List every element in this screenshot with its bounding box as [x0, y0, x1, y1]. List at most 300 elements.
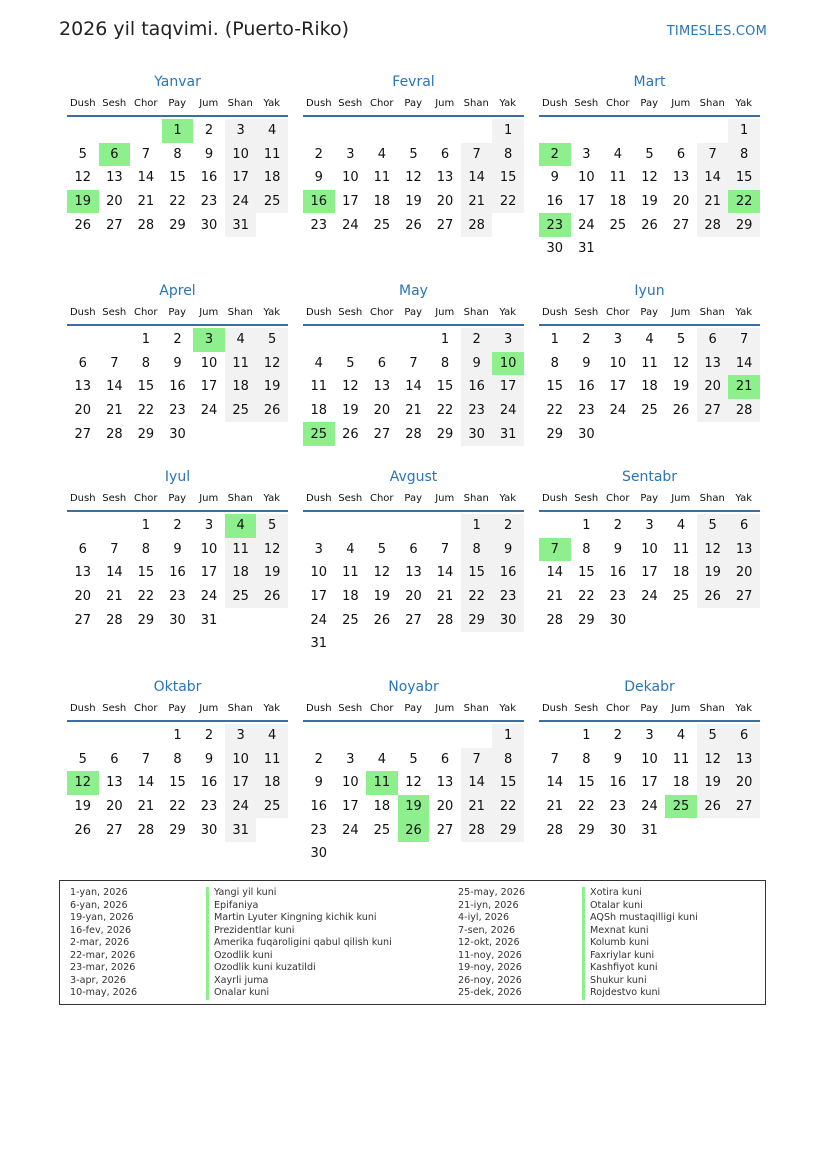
day-cell[interactable]: 17: [578, 194, 595, 210]
day-cell[interactable]: 26: [697, 585, 729, 609]
day-cell[interactable]: 22: [546, 403, 564, 419]
day-cell[interactable]: 27: [728, 795, 760, 819]
day-cell[interactable]: 31: [641, 822, 658, 838]
day-cell[interactable]: 17: [342, 194, 359, 210]
day-cell[interactable]: 12: [373, 565, 391, 581]
day-cell[interactable]: 15: [546, 379, 564, 395]
day-cell[interactable]: 10: [342, 775, 359, 791]
day-cell[interactable]: 14: [461, 166, 493, 190]
day-cell[interactable]: 1: [440, 332, 450, 348]
day-cell[interactable]: 19: [672, 379, 690, 395]
day-cell[interactable]: 27: [728, 585, 760, 609]
day-cell[interactable]: 20: [106, 194, 123, 210]
day-cell[interactable]: 15: [436, 379, 454, 395]
day-cell[interactable]: 11: [672, 541, 690, 557]
day-cell[interactable]: 26: [74, 217, 92, 233]
day-cell[interactable]: 7: [461, 143, 493, 167]
day-cell[interactable]: 28: [546, 612, 564, 628]
day-cell[interactable]: 28: [106, 426, 123, 442]
day-cell[interactable]: 30: [200, 822, 218, 838]
day-cell[interactable]: 19: [256, 375, 288, 399]
day-cell[interactable]: 6: [728, 724, 760, 748]
day-cell[interactable]: 10: [200, 541, 218, 557]
day-cell[interactable]: 25: [373, 822, 391, 838]
day-cell[interactable]: 1: [582, 518, 591, 534]
day-cell[interactable]: 1: [461, 514, 493, 538]
day-cell[interactable]: 2: [173, 518, 182, 534]
day-cell[interactable]: 30: [310, 846, 328, 862]
day-cell[interactable]: 14: [546, 565, 564, 581]
day-cell[interactable]: 28: [137, 217, 155, 233]
day-cell[interactable]: 18: [672, 565, 690, 581]
day-cell[interactable]: 1: [582, 728, 591, 744]
day-cell[interactable]: 12: [74, 170, 92, 186]
day-cell[interactable]: 24: [609, 403, 627, 419]
day-cell[interactable]: 30: [609, 612, 627, 628]
day-cell[interactable]: 2: [582, 332, 591, 348]
day-cell[interactable]: 1: [141, 332, 151, 348]
day-cell[interactable]: 5: [256, 328, 288, 352]
day-cell[interactable]: 30: [546, 241, 564, 257]
day-cell[interactable]: 15: [169, 170, 186, 186]
day-cell[interactable]: 4: [377, 751, 387, 767]
day-cell[interactable]: 16: [200, 775, 218, 791]
day-cell[interactable]: 23: [200, 194, 218, 210]
day-cell[interactable]: 17: [609, 379, 627, 395]
day-cell[interactable]: 30: [200, 217, 218, 233]
day-cell[interactable]: 14: [405, 379, 422, 395]
day-cell[interactable]: 29: [461, 608, 493, 632]
day-cell[interactable]: 5: [676, 332, 686, 348]
day-cell[interactable]: 2: [613, 518, 623, 534]
day-cell[interactable]: 2: [461, 328, 493, 352]
day-cell[interactable]: 9: [204, 146, 214, 162]
day-cell[interactable]: 19: [697, 771, 729, 795]
day-cell[interactable]: 26: [74, 822, 92, 838]
day-cell[interactable]: 26: [342, 426, 359, 442]
day-cell[interactable]: 7: [550, 751, 559, 767]
day-cell[interactable]: 3: [225, 724, 257, 748]
day-cell[interactable]: 3: [613, 332, 623, 348]
day-cell[interactable]: 2: [204, 728, 214, 744]
day-cell[interactable]: 21: [728, 375, 760, 399]
day-cell[interactable]: 30: [609, 822, 627, 838]
day-cell[interactable]: 6: [78, 541, 87, 557]
day-cell[interactable]: 24: [641, 799, 658, 815]
day-cell[interactable]: 16: [609, 565, 627, 581]
day-cell[interactable]: 21: [405, 403, 422, 419]
day-cell[interactable]: 16: [310, 799, 328, 815]
day-cell[interactable]: 19: [74, 799, 92, 815]
day-cell[interactable]: 22: [578, 799, 595, 815]
day-cell[interactable]: 9: [173, 355, 182, 371]
day-cell[interactable]: 20: [436, 194, 454, 210]
day-cell[interactable]: 8: [461, 538, 493, 562]
day-cell[interactable]: 24: [492, 399, 524, 423]
day-cell[interactable]: 9: [204, 751, 214, 767]
day-cell[interactable]: 18: [310, 403, 328, 419]
day-cell[interactable]: 29: [169, 217, 186, 233]
day-cell[interactable]: 16: [546, 194, 564, 210]
day-cell[interactable]: 15: [137, 565, 155, 581]
day-cell[interactable]: 20: [697, 375, 729, 399]
day-cell[interactable]: 13: [106, 775, 123, 791]
day-cell[interactable]: 9: [613, 751, 623, 767]
day-cell[interactable]: 6: [377, 355, 387, 371]
day-cell[interactable]: 1: [141, 518, 151, 534]
day-cell[interactable]: 9: [173, 541, 182, 557]
day-cell[interactable]: 22: [169, 799, 186, 815]
day-cell[interactable]: 18: [672, 775, 690, 791]
day-cell[interactable]: 14: [106, 565, 123, 581]
day-cell[interactable]: 5: [78, 146, 87, 162]
day-cell[interactable]: 18: [256, 166, 288, 190]
day-cell[interactable]: 15: [137, 379, 155, 395]
day-cell[interactable]: 7: [728, 328, 760, 352]
day-cell[interactable]: 6: [110, 751, 119, 767]
day-cell[interactable]: 22: [169, 194, 186, 210]
day-cell[interactable]: 25: [609, 217, 627, 233]
day-cell[interactable]: 25: [641, 403, 658, 419]
day-cell[interactable]: 4: [256, 724, 288, 748]
day-cell[interactable]: 4: [676, 728, 686, 744]
day-cell[interactable]: 25: [225, 585, 257, 609]
day-cell[interactable]: 4: [676, 518, 686, 534]
day-cell[interactable]: 3: [204, 518, 214, 534]
day-cell[interactable]: 1: [492, 724, 524, 748]
day-cell[interactable]: 28: [461, 818, 493, 842]
day-cell[interactable]: 5: [78, 751, 87, 767]
day-cell[interactable]: 5: [377, 541, 387, 557]
day-cell[interactable]: 19: [373, 589, 391, 605]
day-cell[interactable]: 2: [173, 332, 182, 348]
day-cell[interactable]: 30: [492, 608, 524, 632]
day-cell[interactable]: 2: [314, 751, 323, 767]
day-cell[interactable]: 20: [74, 589, 92, 605]
day-cell[interactable]: 6: [728, 514, 760, 538]
day-cell[interactable]: 17: [225, 166, 257, 190]
day-cell[interactable]: 1: [492, 119, 524, 143]
day-cell[interactable]: 1: [728, 119, 760, 143]
day-cell[interactable]: 29: [137, 426, 155, 442]
day-cell[interactable]: 20: [373, 403, 391, 419]
day-cell[interactable]: 28: [106, 612, 123, 628]
day-cell[interactable]: 12: [67, 771, 99, 795]
day-cell[interactable]: 7: [110, 541, 119, 557]
day-cell[interactable]: 17: [225, 771, 257, 795]
day-cell[interactable]: 19: [405, 194, 422, 210]
day-cell[interactable]: 4: [256, 119, 288, 143]
day-cell[interactable]: 10: [578, 170, 595, 186]
day-cell[interactable]: 3: [582, 146, 591, 162]
day-cell[interactable]: 21: [546, 799, 564, 815]
day-cell[interactable]: 29: [546, 426, 564, 442]
day-cell[interactable]: 14: [461, 771, 493, 795]
day-cell[interactable]: 22: [492, 795, 524, 819]
day-cell[interactable]: 7: [409, 355, 418, 371]
day-cell[interactable]: 17: [342, 799, 359, 815]
day-cell[interactable]: 13: [106, 170, 123, 186]
day-cell[interactable]: 11: [641, 355, 658, 371]
day-cell[interactable]: 7: [141, 146, 151, 162]
day-cell[interactable]: 6: [440, 751, 450, 767]
day-cell[interactable]: 2: [613, 728, 623, 744]
day-cell[interactable]: 12: [256, 538, 288, 562]
day-cell[interactable]: 14: [137, 775, 155, 791]
day-cell[interactable]: 13: [373, 379, 391, 395]
day-cell[interactable]: 21: [461, 190, 493, 214]
day-cell[interactable]: 29: [578, 822, 595, 838]
day-cell[interactable]: 22: [461, 585, 493, 609]
day-cell[interactable]: 26: [641, 217, 658, 233]
day-cell[interactable]: 21: [106, 589, 123, 605]
site-logo-link[interactable]: TIMESLES.COM: [666, 24, 767, 39]
day-cell[interactable]: 26: [672, 403, 690, 419]
day-cell[interactable]: 14: [546, 775, 564, 791]
day-cell[interactable]: 19: [342, 403, 359, 419]
day-cell[interactable]: 8: [492, 748, 524, 772]
day-cell[interactable]: 9: [613, 541, 623, 557]
day-cell[interactable]: 19: [641, 194, 658, 210]
day-cell[interactable]: 25: [373, 217, 391, 233]
day-cell[interactable]: 6: [99, 143, 131, 167]
day-cell[interactable]: 24: [200, 403, 218, 419]
day-cell[interactable]: 12: [672, 355, 690, 371]
day-cell[interactable]: 11: [366, 771, 398, 795]
day-cell[interactable]: 10: [641, 751, 658, 767]
day-cell[interactable]: 11: [225, 352, 257, 376]
day-cell[interactable]: 23: [200, 799, 218, 815]
day-cell[interactable]: 29: [578, 612, 595, 628]
day-cell[interactable]: 17: [310, 589, 328, 605]
day-cell[interactable]: 5: [346, 355, 355, 371]
day-cell[interactable]: 7: [440, 541, 450, 557]
day-cell[interactable]: 4: [225, 328, 257, 352]
day-cell[interactable]: 24: [641, 589, 658, 605]
day-cell[interactable]: 15: [578, 775, 595, 791]
day-cell[interactable]: 11: [225, 538, 257, 562]
day-cell[interactable]: 13: [436, 775, 454, 791]
day-cell[interactable]: 16: [200, 170, 218, 186]
day-cell[interactable]: 27: [672, 217, 690, 233]
day-cell[interactable]: 28: [436, 612, 454, 628]
day-cell[interactable]: 23: [169, 403, 186, 419]
day-cell[interactable]: 2: [204, 123, 214, 139]
day-cell[interactable]: 8: [550, 355, 559, 371]
day-cell[interactable]: 10: [492, 352, 524, 376]
day-cell[interactable]: 24: [310, 612, 328, 628]
day-cell[interactable]: 8: [141, 355, 151, 371]
day-cell[interactable]: 13: [405, 565, 422, 581]
day-cell[interactable]: 4: [645, 332, 654, 348]
day-cell[interactable]: 21: [137, 799, 155, 815]
day-cell[interactable]: 13: [697, 352, 729, 376]
day-cell[interactable]: 12: [697, 748, 729, 772]
day-cell[interactable]: 9: [550, 170, 559, 186]
day-cell[interactable]: 10: [200, 355, 218, 371]
day-cell[interactable]: 23: [578, 403, 595, 419]
day-cell[interactable]: 28: [405, 426, 422, 442]
day-cell[interactable]: 5: [697, 724, 729, 748]
day-cell[interactable]: 6: [440, 146, 450, 162]
day-cell[interactable]: 19: [256, 561, 288, 585]
day-cell[interactable]: 8: [582, 541, 591, 557]
day-cell[interactable]: 25: [665, 795, 697, 819]
day-cell[interactable]: 23: [461, 399, 493, 423]
day-cell[interactable]: 20: [106, 799, 123, 815]
day-cell[interactable]: 27: [373, 426, 391, 442]
day-cell[interactable]: 9: [582, 355, 591, 371]
day-cell[interactable]: 13: [74, 379, 92, 395]
day-cell[interactable]: 10: [641, 541, 658, 557]
day-cell[interactable]: 8: [141, 541, 151, 557]
day-cell[interactable]: 5: [256, 514, 288, 538]
day-cell[interactable]: 21: [436, 589, 454, 605]
day-cell[interactable]: 4: [613, 146, 623, 162]
day-cell[interactable]: 27: [405, 612, 422, 628]
day-cell[interactable]: 17: [200, 565, 218, 581]
day-cell[interactable]: 25: [225, 399, 257, 423]
day-cell[interactable]: 24: [342, 822, 359, 838]
day-cell[interactable]: 13: [672, 170, 690, 186]
day-cell[interactable]: 1: [550, 332, 559, 348]
day-cell[interactable]: 17: [200, 379, 218, 395]
day-cell[interactable]: 10: [225, 748, 257, 772]
day-cell[interactable]: 13: [436, 170, 454, 186]
day-cell[interactable]: 16: [578, 379, 595, 395]
day-cell[interactable]: 8: [728, 143, 760, 167]
day-cell[interactable]: 22: [137, 403, 155, 419]
day-cell[interactable]: 3: [346, 146, 355, 162]
day-cell[interactable]: 23: [169, 589, 186, 605]
day-cell[interactable]: 19: [697, 561, 729, 585]
day-cell[interactable]: 16: [492, 561, 524, 585]
day-cell[interactable]: 3: [314, 541, 323, 557]
day-cell[interactable]: 10: [225, 143, 257, 167]
day-cell[interactable]: 20: [672, 194, 690, 210]
day-cell[interactable]: 24: [342, 217, 359, 233]
day-cell[interactable]: 9: [492, 538, 524, 562]
day-cell[interactable]: 25: [256, 795, 288, 819]
day-cell[interactable]: 29: [492, 818, 524, 842]
day-cell[interactable]: 18: [373, 194, 391, 210]
day-cell[interactable]: 27: [74, 612, 92, 628]
day-cell[interactable]: 26: [697, 795, 729, 819]
day-cell[interactable]: 1: [173, 728, 182, 744]
day-cell[interactable]: 28: [546, 822, 564, 838]
day-cell[interactable]: 28: [697, 213, 729, 237]
day-cell[interactable]: 12: [405, 170, 422, 186]
day-cell[interactable]: 6: [409, 541, 418, 557]
day-cell[interactable]: 31: [200, 612, 218, 628]
day-cell[interactable]: 23: [609, 589, 627, 605]
day-cell[interactable]: 12: [697, 538, 729, 562]
day-cell[interactable]: 15: [728, 166, 760, 190]
day-cell[interactable]: 13: [728, 538, 760, 562]
day-cell[interactable]: 20: [436, 799, 454, 815]
day-cell[interactable]: 21: [137, 194, 155, 210]
day-cell[interactable]: 23: [310, 822, 328, 838]
day-cell[interactable]: 8: [492, 143, 524, 167]
day-cell[interactable]: 19: [398, 795, 430, 819]
day-cell[interactable]: 11: [373, 170, 391, 186]
day-cell[interactable]: 27: [697, 399, 729, 423]
day-cell[interactable]: 3: [645, 728, 654, 744]
day-cell[interactable]: 29: [169, 822, 186, 838]
day-cell[interactable]: 22: [137, 589, 155, 605]
day-cell[interactable]: 3: [645, 518, 654, 534]
day-cell[interactable]: 2: [492, 514, 524, 538]
day-cell[interactable]: 16: [169, 565, 186, 581]
day-cell[interactable]: 14: [697, 166, 729, 190]
day-cell[interactable]: 24: [200, 589, 218, 605]
day-cell[interactable]: 26: [373, 612, 391, 628]
day-cell[interactable]: 23: [310, 217, 328, 233]
day-cell[interactable]: 26: [405, 217, 422, 233]
day-cell[interactable]: 18: [609, 194, 627, 210]
day-cell[interactable]: 4: [346, 541, 355, 557]
day-cell[interactable]: 14: [728, 352, 760, 376]
day-cell[interactable]: 31: [492, 422, 524, 446]
day-cell[interactable]: 3: [492, 328, 524, 352]
day-cell[interactable]: 27: [74, 426, 92, 442]
day-cell[interactable]: 27: [106, 822, 123, 838]
day-cell[interactable]: 27: [436, 822, 454, 838]
day-cell[interactable]: 19: [67, 190, 99, 214]
day-cell[interactable]: 12: [256, 352, 288, 376]
day-cell[interactable]: 17: [641, 565, 658, 581]
day-cell[interactable]: 1: [162, 119, 194, 143]
day-cell[interactable]: 23: [539, 213, 571, 237]
day-cell[interactable]: 16: [303, 190, 335, 214]
day-cell[interactable]: 14: [436, 565, 454, 581]
day-cell[interactable]: 31: [225, 818, 257, 842]
day-cell[interactable]: 5: [409, 146, 418, 162]
day-cell[interactable]: 18: [342, 589, 359, 605]
day-cell[interactable]: 7: [697, 143, 729, 167]
day-cell[interactable]: 23: [609, 799, 627, 815]
day-cell[interactable]: 11: [256, 748, 288, 772]
day-cell[interactable]: 18: [225, 375, 257, 399]
day-cell[interactable]: 8: [440, 355, 450, 371]
day-cell[interactable]: 4: [377, 146, 387, 162]
day-cell[interactable]: 10: [342, 170, 359, 186]
day-cell[interactable]: 10: [310, 565, 328, 581]
day-cell[interactable]: 12: [342, 379, 359, 395]
day-cell[interactable]: 30: [169, 612, 186, 628]
day-cell[interactable]: 12: [405, 775, 422, 791]
day-cell[interactable]: 3: [193, 328, 225, 352]
day-cell[interactable]: 28: [461, 213, 493, 237]
day-cell[interactable]: 27: [106, 217, 123, 233]
day-cell[interactable]: 8: [582, 751, 591, 767]
day-cell[interactable]: 26: [256, 399, 288, 423]
day-cell[interactable]: 5: [697, 514, 729, 538]
day-cell[interactable]: 30: [169, 426, 186, 442]
day-cell[interactable]: 13: [728, 748, 760, 772]
day-cell[interactable]: 25: [303, 422, 335, 446]
day-cell[interactable]: 13: [74, 565, 92, 581]
day-cell[interactable]: 6: [697, 328, 729, 352]
day-cell[interactable]: 20: [405, 589, 422, 605]
day-cell[interactable]: 28: [728, 399, 760, 423]
day-cell[interactable]: 15: [169, 775, 186, 791]
day-cell[interactable]: 5: [409, 751, 418, 767]
day-cell[interactable]: 9: [461, 352, 493, 376]
day-cell[interactable]: 20: [728, 771, 760, 795]
day-cell[interactable]: 16: [169, 379, 186, 395]
day-cell[interactable]: 17: [641, 775, 658, 791]
